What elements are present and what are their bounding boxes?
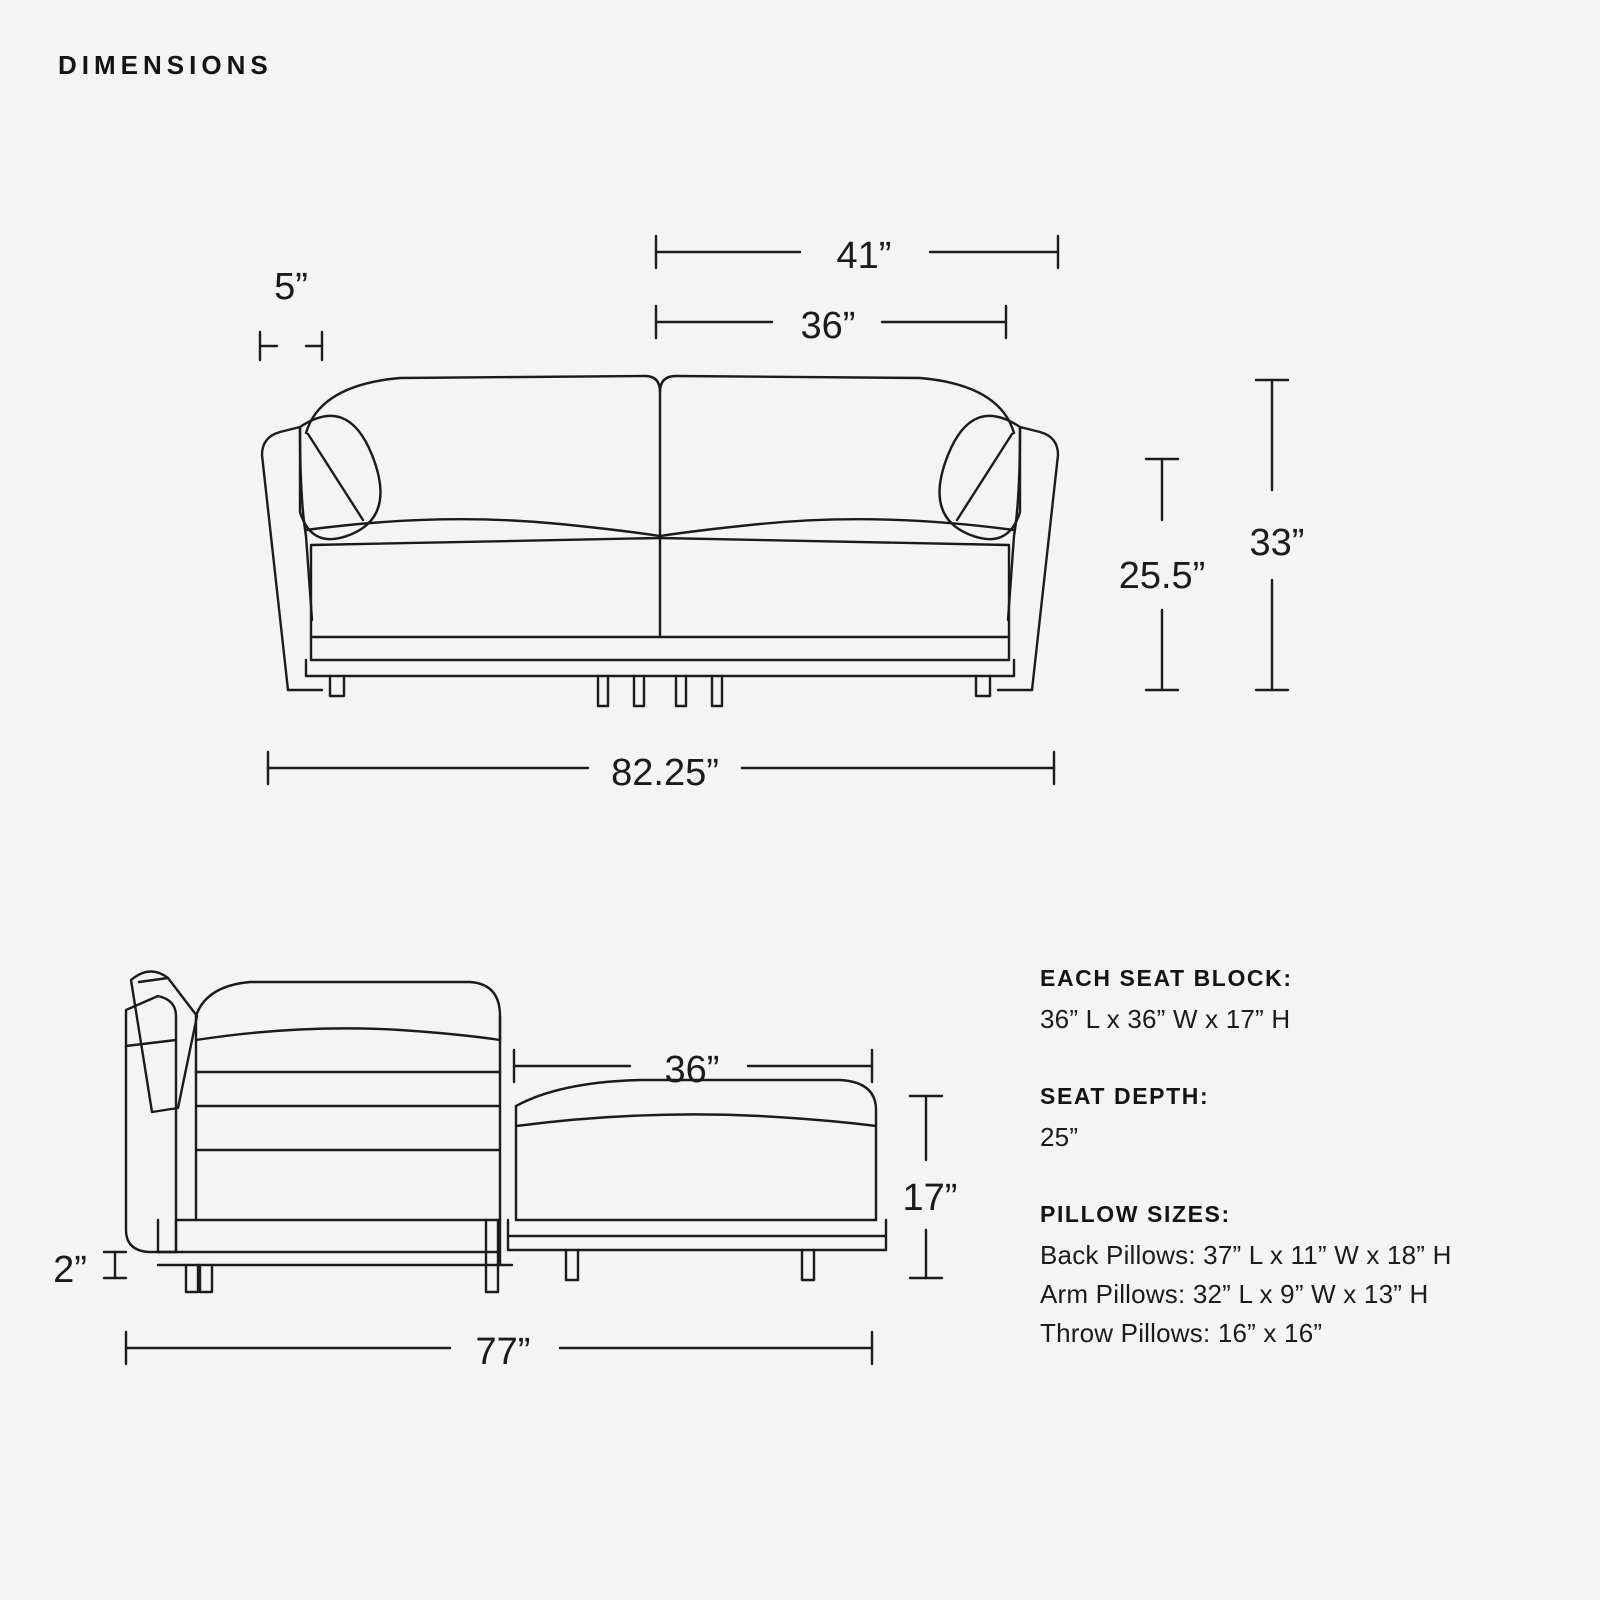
front-seat-inner-label: 36” [800, 305, 856, 347]
side-leg-height-label: 2” [53, 1249, 87, 1291]
spec-block-pillow-sizes [1040, 1201, 1560, 1349]
spec-list [1040, 965, 1560, 1397]
front-seat-outer-label: 41” [836, 235, 892, 277]
spec-heading: PILLOW SIZES: [1040, 1201, 1231, 1227]
side-overall-depth-label: 77” [475, 1331, 531, 1373]
spec-line: 36” L x 36” W x 17” H [1040, 1004, 1291, 1034]
spec-line: 25” [1040, 1122, 1079, 1152]
spec-heading: SEAT DEPTH: [1040, 1083, 1210, 1109]
page-title: DIMENSIONS [58, 50, 273, 80]
side-ottoman-height-label: 17” [902, 1177, 958, 1219]
spec-line: Throw Pillows: 16” x 16” [1040, 1318, 1323, 1348]
spec-block-seat-block [1040, 965, 1560, 1035]
spec-block-seat-depth [1040, 1083, 1560, 1153]
front-seat-back-height-label: 25.5” [1118, 555, 1206, 597]
spec-line: Arm Pillows: 32” L x 9” W x 13” H [1040, 1279, 1429, 1309]
front-overall-height-label: 33” [1249, 522, 1305, 564]
spec-heading: EACH SEAT BLOCK: [1040, 965, 1293, 991]
spec-line: Back Pillows: 37” L x 11” W x 18” H [1040, 1240, 1452, 1270]
front-overall-width-label: 82.25” [611, 752, 719, 794]
side-ottoman-depth-label: 36” [664, 1049, 720, 1091]
front-arm-width-label: 5” [274, 266, 308, 308]
